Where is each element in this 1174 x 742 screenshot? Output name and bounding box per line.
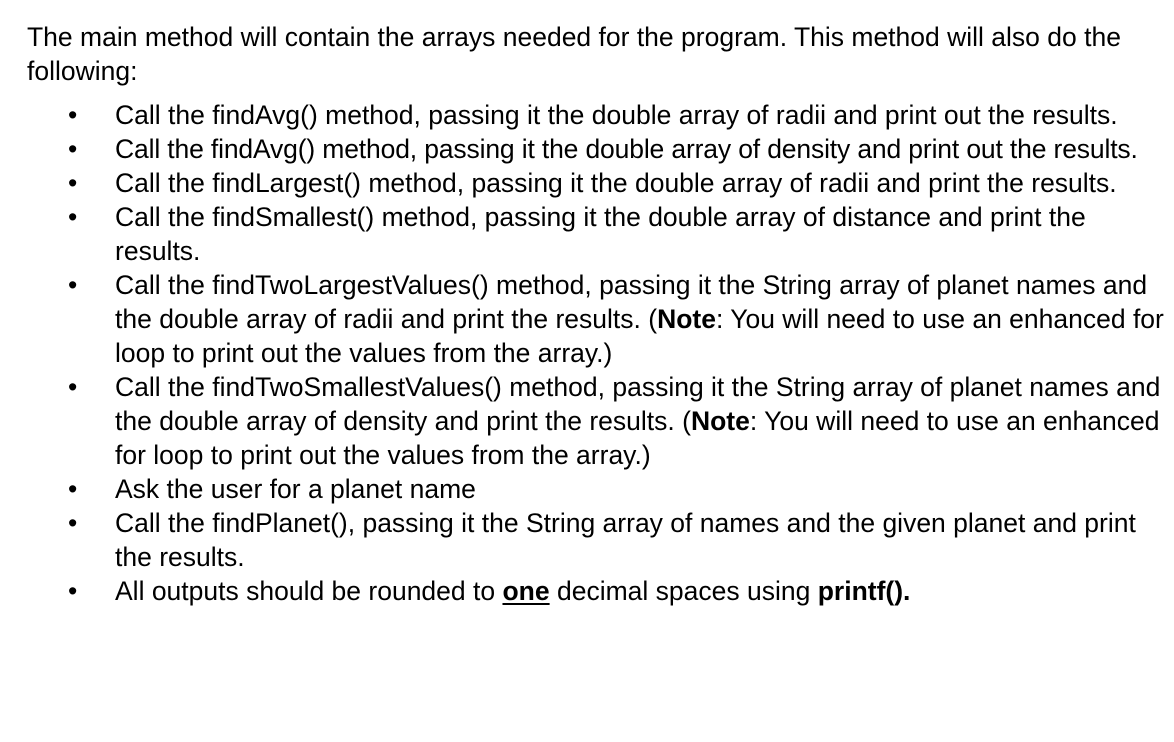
- list-item-text-middle: decimal spaces using: [549, 576, 818, 606]
- bullet-icon: •: [68, 270, 78, 300]
- list-item: [27, 370, 1167, 472]
- list-item-text: Call the findLargest() method, passing it the double array of radii and print the results.: [115, 168, 1117, 198]
- list-item-text: Call the findSmallest() method, passing it the double array of distance and print the results.: [115, 202, 1086, 266]
- list-item: [27, 132, 1167, 166]
- list-item: [27, 268, 1167, 370]
- list-item-text: Ask the user for a planet name: [115, 474, 476, 504]
- printf-label: printf().: [817, 576, 911, 606]
- list-item-text: [115, 576, 910, 606]
- bullet-icon: •: [68, 100, 78, 130]
- list-item-text-before: Call the findTwoSmallestValues() method, passing it the String array of planet names and the double array of density and print the results. (: [115, 372, 1161, 436]
- list-item-text: [115, 270, 1164, 368]
- bullet-icon: •: [68, 134, 78, 164]
- list-item: [27, 200, 1167, 268]
- bullet-icon: •: [68, 474, 78, 504]
- bullet-icon: •: [68, 202, 78, 232]
- document-body: [27, 20, 1167, 608]
- bullet-icon: •: [68, 576, 78, 606]
- list-item-text-after: : You will need to use an enhanced for loop to print out the values from the array.): [115, 406, 1160, 470]
- list-item: [27, 472, 1167, 506]
- bullet-icon: •: [68, 372, 78, 402]
- intro-paragraph: The main method will contain the arrays needed for the program. This method will also do the following:: [27, 22, 1121, 86]
- requirements-list: [27, 98, 1167, 608]
- list-item-text: Call the findAvg() method, passing it the double array of radii and print out the results.: [115, 100, 1118, 130]
- list-item-text: [115, 372, 1160, 470]
- note-label: Note: [690, 406, 750, 436]
- list-item: [27, 574, 1167, 608]
- list-item-text-before: All outputs should be rounded to: [115, 576, 503, 606]
- bullet-icon: •: [68, 508, 78, 538]
- list-item: [27, 166, 1167, 200]
- list-item: [27, 98, 1167, 132]
- list-item-text: Call the findPlanet(), passing it the String array of names and the given planet and print the results.: [115, 508, 1136, 572]
- list-item-text: Call the findAvg() method, passing it the double array of density and print out the results.: [115, 134, 1138, 164]
- emphasis-one: one: [502, 576, 550, 606]
- bullet-icon: •: [68, 168, 78, 198]
- list-item: [27, 506, 1167, 574]
- note-label: Note: [657, 304, 716, 334]
- list-item-text-after: : You will need to use an enhanced for loop to print out the values from the array.): [115, 304, 1164, 368]
- list-item-text-before: Call the findTwoLargestValues() method, passing it the String array of planet names and the double array of radii and print the results. (: [115, 270, 1148, 334]
